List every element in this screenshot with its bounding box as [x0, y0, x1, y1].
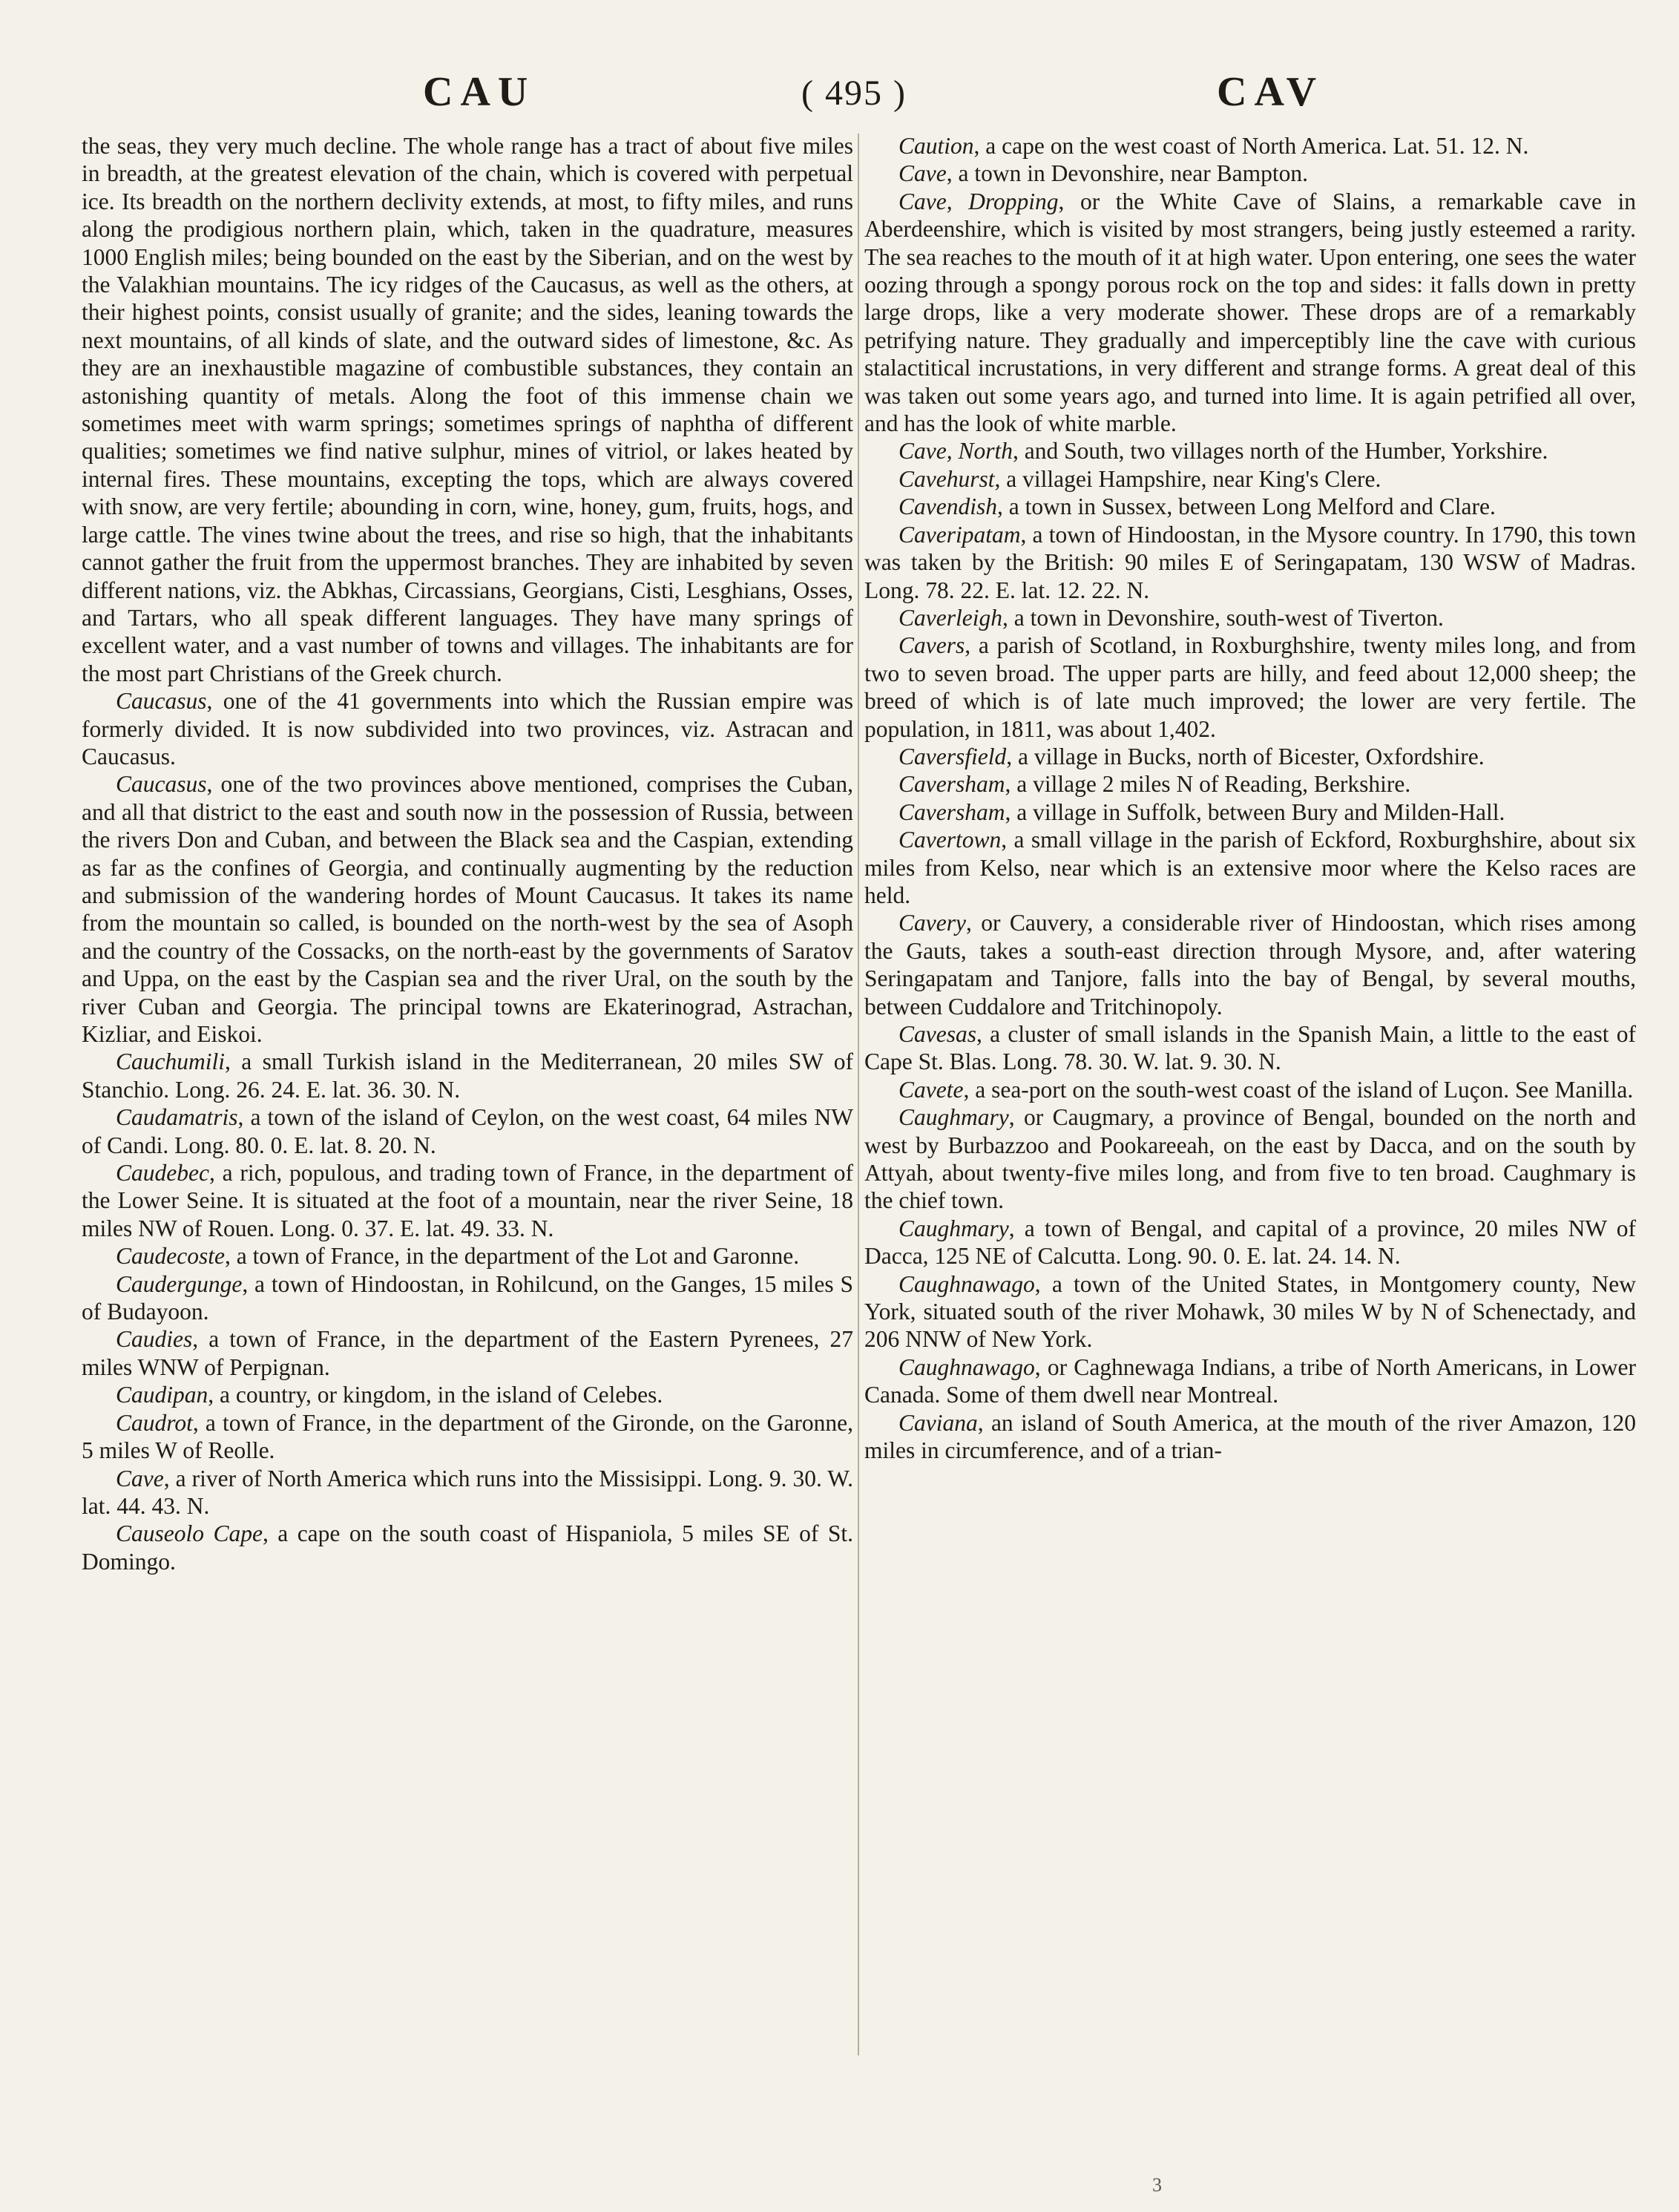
entry-text: , a town of the island of Ceylon, on the west coast, 64 miles NW of Candi. Long. 80. 0. E. lat. 8. 20. N. [82, 1104, 853, 1158]
entry-headword: Cavehurst [898, 465, 995, 492]
entry-headword: Caudies [116, 1326, 193, 1353]
entry-headword: Cave [898, 160, 947, 187]
dictionary-entry [864, 604, 1636, 631]
entry-headword: Caudrot [116, 1409, 193, 1436]
dictionary-entry [864, 521, 1636, 604]
entry-headword: Cave [116, 1465, 164, 1491]
dictionary-entry [864, 1353, 1636, 1409]
entry-text: , a village in Suffolk, between Bury and Milden-Hall. [1005, 798, 1505, 825]
dictionary-entry [864, 160, 1636, 187]
entry-text: , a village in Bucks, north of Bicester, Oxfordshire. [1006, 743, 1485, 769]
dictionary-entry [864, 1409, 1636, 1465]
entry-headword: Cavery [898, 910, 966, 936]
entry-headword: Caughnawago [898, 1353, 1035, 1380]
dictionary-entry [864, 1103, 1636, 1215]
entry-text: , a villagei Hampshire, near King's Clere. [994, 465, 1381, 492]
entry-headword: Caudebec [116, 1160, 209, 1187]
entry-text: , a sea-port on the south-west coast of the island of Luçon. See Manilla. [963, 1076, 1634, 1103]
header-left-guide-word: CAU [423, 69, 536, 115]
column-divider [858, 134, 859, 2055]
entry-text: , a rich, populous, and trading town of France, in the department of the Lower Seine. It is situated at the foot of a mountain, near the river Seine, 18 miles NW of Rouen. Long. 0. 37. E. lat. 49. 33. N. [82, 1160, 853, 1241]
dictionary-entry [82, 687, 853, 770]
entry-text: , a cape on the west coast of North America. Lat. 51. 12. N. [973, 133, 1529, 159]
entry-headword: Caverleigh [898, 604, 1002, 631]
dictionary-entry [82, 1270, 853, 1326]
entry-headword: Cave, North [898, 438, 1013, 465]
dictionary-entry [82, 1409, 853, 1465]
entry-headword: Caveripatam [898, 521, 1021, 548]
dictionary-entry [864, 1076, 1636, 1103]
dictionary-entry [864, 1020, 1636, 1076]
entry-headword: Caughmary [898, 1215, 1009, 1241]
entry-text: , a town in Sussex, between Long Melford and Clare. [996, 493, 1496, 520]
entry-text: , a town of Bengal, and capital of a province, 20 miles NW of Dacca, 125 NE of Calcutta. Long. 90. 0. E. lat. 24. 14. N. [864, 1215, 1636, 1270]
dictionary-entry [864, 1215, 1636, 1270]
entry-text: , or Cauvery, a considerable river of Hindoostan, which rises among the Gauts, takes a south-east direction through Mysore, and, after watering Seringapatam and Tanjore, falls into the bay of Bengal, by several mouths, between Cuddalore and Tritchinopoly. [864, 910, 1636, 1020]
dictionary-entry [82, 1242, 853, 1270]
entry-text: , a small Turkish island in the Mediterranean, 20 miles SW of Stanchio. Long. 26. 24. E. lat. 36. 30. N. [82, 1048, 853, 1103]
page-number: ( 495 ) [801, 73, 907, 113]
entry-headword: Cavete [898, 1076, 964, 1103]
entry-headword: Caudecoste [116, 1243, 225, 1270]
entry-text: , a town in Devonshire, south-west of Tiverton. [1002, 604, 1444, 631]
entry-text: , a river of North America which runs into the Missisippi. Long. 9. 30. W. lat. 44. 43. N. [82, 1465, 853, 1519]
entry-text: , a town of Hindoostan, in the Mysore country. In 1790, this town was taken by the British: 90 miles E of Seringapatam, 130 WSW of Madras. Long. 78. 22. E. lat. 12. 22. N. [864, 521, 1636, 603]
entry-text: , an island of South America, at the mouth of the river Amazon, 120 miles in circumference, and of a trian- [864, 1409, 1636, 1464]
dictionary-entry [864, 631, 1636, 743]
entry-headword: Causeolo Cape [116, 1520, 263, 1547]
entry-headword: Caversham [898, 798, 1005, 825]
entry-text: , a parish of Scotland, in Roxburghshire, twenty miles long, and from two to seven broad. The upper parts are hilly, and feed about 12,000 sheep; the breed of which is of late much improved; the lower are very fertile. The population, in 1811, was about 1,402. [864, 632, 1636, 742]
entry-headword: Cave, Dropping [898, 188, 1059, 214]
entry-headword: Cauchumili [116, 1048, 225, 1075]
entry-headword: Caughmary [898, 1104, 1009, 1131]
entry-headword: Cavers [898, 632, 965, 659]
entry-text: , one of the two provinces above mentioned, comprises the Cuban, and all that district to the east and south now in the possession of Russia, between the rivers Don and Cuban, and between the Black sea and the Caspian, extending as far as the confines of Georgia, and continually augmenting by the reduction and submission of the wandering hordes of Mount Caucasus. It takes its name from the mountain so called, is bounded on the north-west by the sea of Asoph and the country of the Cossacks, on the north-east by the governments of Saratov and Uppa, on the east by the Caspian sea and the river Ural, on the south by the river Cuban and Georgia. The principal towns are Ekaterinograd, Astrachan, Kizliar, and Eiskoi. [82, 771, 853, 1047]
signature-mark: 3 [1152, 2174, 1162, 2196]
entry-headword: Caution [898, 133, 974, 159]
dictionary-entry [82, 1520, 853, 1575]
entry-text: , or the White Cave of Slains, a remarkable cave in Aberdeenshire, which is visited by most strangers, being justly esteemed a rarity. The sea reaches to the mouth of it at high water. Upon entering, one sees the water oozing through a spongy porous rock on the top and sides: it falls down in pretty large drops, like a very moderate shower. These drops are of a remarkably petrifying nature. They gradually and imperceptibly line the cave with curious stalactitical incrustations, in very different and strange forms. A great deal of this was taken out some years ago, and turned into lime. It is again petrified all over, and has the look of white marble. [864, 188, 1636, 437]
left-column [82, 132, 853, 2195]
entry-headword: Caucasus [116, 771, 207, 798]
entry-headword: Caudamatris [116, 1104, 238, 1131]
dictionary-entry [864, 1270, 1636, 1353]
entry-text: , a town of France, in the department of the Lot and Garonne. [224, 1243, 800, 1270]
header-right-guide-word: CAV [1217, 69, 1324, 115]
entry-text: the seas, they very much decline. The whole range has a tract of about five miles in breadth, at the greatest elevation of the chain, which is covered with perpetual ice. Its breadth on the northern declivity extends, at most, to fifty miles, and runs along the prodigious northern plain, which, taken in the quadrature, measures 1000 English miles; being bounded on the east by the Siberian, and on the west by the Valakhian mountains. The icy ridges of the Caucasus, as well as the others, at their highest points, consist usually of granite; and the sides, leaning towards the next mountains, of all kinds of slate, and the outward sides of limestone, &c. As they are an inexhaustible magazine of combustible substances, they contain an astonishing quantity of metals. Along the foot of this immense chain we sometimes meet with warm springs; sometimes springs of naphtha of different qualities; sometimes we find native sulphur, mines of vitriol, or lakes heated by internal fires. These mountains, excepting the tops, which are always covered with snow, are very fertile; abounding in corn, wine, honey, gum, fruits, hogs, and large cattle. The vines twine about the trees, and rise so high, that the inhabitants cannot gather the fruit from the uppermost branches. They are inhabited by seven different nations, viz. the Abkhas, Circassians, Georgians, Cisti, Lesghians, Osses, and Tartars, who all speak different languages. They have many springs of excellent water, and a vast number of towns and villages. The inhabitants are for the most part Christians of the Greek church. [82, 133, 853, 686]
entry-headword: Caudergunge [116, 1270, 243, 1297]
entry-headword: Cavendish [898, 493, 997, 520]
entry-text: , or Caugmary, a province of Bengal, bounded on the north and west by Burbazzoo and Pookareeah, on the east by Dacca, and on the south by Attyah, about twenty-five miles long, and from five to ten broad. Caughmary is the chief town. [864, 1104, 1636, 1214]
entry-headword: Caviana [898, 1409, 978, 1436]
dictionary-entry [82, 1048, 853, 1103]
entry-headword: Caversfield [898, 743, 1007, 769]
entry-text: , a country, or kingdom, in the island of Celebes. [208, 1382, 663, 1408]
dictionary-entry [864, 826, 1636, 909]
entry-headword: Cavertown [898, 827, 1002, 853]
dictionary-entry [82, 1465, 853, 1520]
entry-text: , a town of France, in the department of the Eastern Pyrenees, 27 miles WNW of Perpignan. [82, 1326, 853, 1380]
dictionary-entry [864, 437, 1636, 465]
entry-headword: Caudipan [116, 1382, 208, 1408]
entry-text: , a town of Hindoostan, in Rohilcund, on the Ganges, 15 miles S of Budayoon. [82, 1270, 853, 1325]
entry-text: , a cluster of small islands in the Spanish Main, a little to the east of Cape St. Blas. Long. 78. 30. W. lat. 9. 30. N. [864, 1021, 1636, 1075]
dictionary-entry [82, 770, 853, 1048]
continued-paragraph [82, 132, 853, 687]
dictionary-entry [82, 1325, 853, 1381]
entry-text: , a village 2 miles N of Reading, Berkshire. [1005, 771, 1411, 798]
entry-text: , a town of the United States, in Montgomery county, New York, situated south of the river Mohawk, 30 miles W by N of Schenectady, and 206 NNW of New York. [864, 1270, 1636, 1353]
dictionary-entry [82, 1159, 853, 1242]
entry-text: , a town in Devonshire, near Bampton. [946, 160, 1308, 187]
dictionary-entry [864, 465, 1636, 493]
dictionary-entry [82, 1381, 853, 1408]
entry-headword: Caversham [898, 771, 1005, 798]
dictionary-entry [864, 132, 1636, 160]
running-header [0, 68, 1679, 135]
entry-text: , a cape on the south coast of Hispaniola, 5 miles SE of St. Domingo. [82, 1520, 853, 1575]
dictionary-entry [864, 743, 1636, 770]
dictionary-entry [82, 1103, 853, 1159]
dictionary-entry [864, 493, 1636, 520]
dictionary-entry [864, 770, 1636, 798]
dictionary-entry [864, 909, 1636, 1020]
entry-text: , one of the 41 governments into which the Russian empire was formerly divided. It is now subdivided into two provinces, viz. Astracan and Caucasus. [82, 688, 853, 769]
entry-headword: Caucasus [116, 688, 207, 715]
dictionary-entry [864, 798, 1636, 826]
entry-text: , a town of France, in the department of the Gironde, on the Garonne, 5 miles W of Reolle. [82, 1409, 853, 1464]
entry-text: , and South, two villages north of the Humber, Yorkshire. [1013, 438, 1548, 465]
dictionary-entry [864, 188, 1636, 438]
entry-headword: Caughnawago [898, 1270, 1035, 1297]
right-column [864, 132, 1636, 2195]
entry-headword: Cavesas [898, 1021, 976, 1047]
entry-text: , a small village in the parish of Eckford, Roxburghshire, about six miles from Kelso, near which is an extensive moor where the Kelso races are held. [864, 827, 1636, 908]
entry-text: , or Caghnewaga Indians, a tribe of North Americans, in Lower Canada. Some of them dwell near Montreal. [864, 1353, 1636, 1408]
